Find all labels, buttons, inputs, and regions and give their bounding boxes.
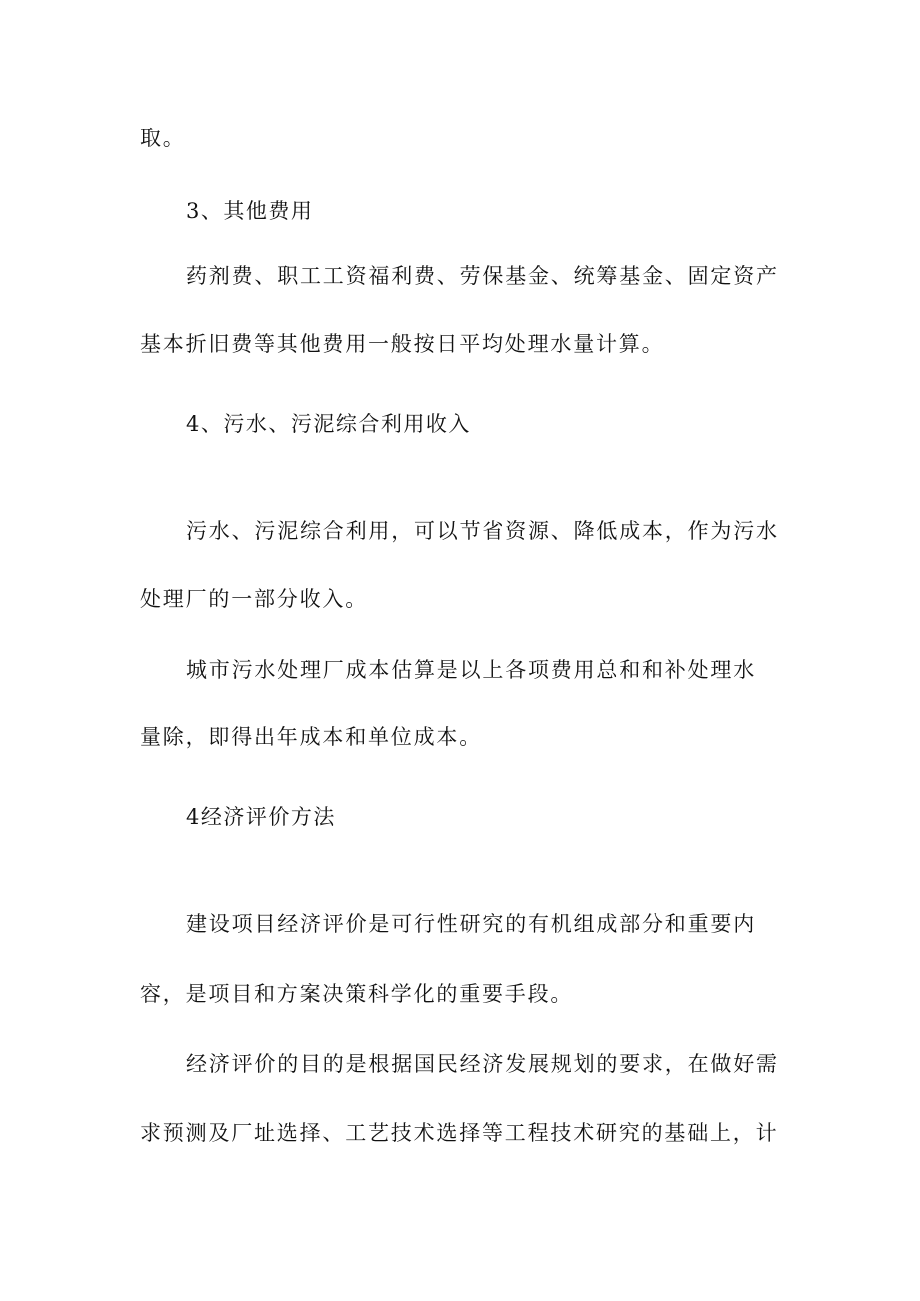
text-line: 取。 <box>140 126 186 150</box>
paragraph-line: 建设项目经济评价是可行性研究的有机组成部分和重要内 <box>186 912 756 936</box>
paragraph-line: 容，是项目和方案决策科学化的重要手段。 <box>140 982 574 1006</box>
paragraph-line: 基本折旧费等其他费用一般按日平均处理水量计算。 <box>140 332 665 356</box>
paragraph-line: 药剂费、职工工资福利费、劳保基金、统筹基金、固定资产 <box>186 264 779 288</box>
paragraph-line: 处理厂的一部分收入。 <box>140 587 368 611</box>
section-heading: 4经济评价方法 <box>186 805 336 829</box>
paragraph-line: 城市污水处理厂成本估算是以上各项费用总和和补处理水 <box>186 658 756 682</box>
paragraph-line: 量除，即得出年成本和单位成本。 <box>140 725 482 749</box>
section-heading: 4、污水、污泥综合利用收入 <box>186 412 471 436</box>
paragraph-line: 求预测及厂址选择、工艺技术选择等工程技术研究的基础上，计 <box>140 1121 779 1145</box>
paragraph-line: 污水、污泥综合利用，可以节省资源、降低成本，作为污水 <box>186 519 779 543</box>
paragraph-line: 经济评价的目的是根据国民经济发展规划的要求，在做好需 <box>186 1052 779 1076</box>
section-heading: 3、其他费用 <box>186 199 314 223</box>
